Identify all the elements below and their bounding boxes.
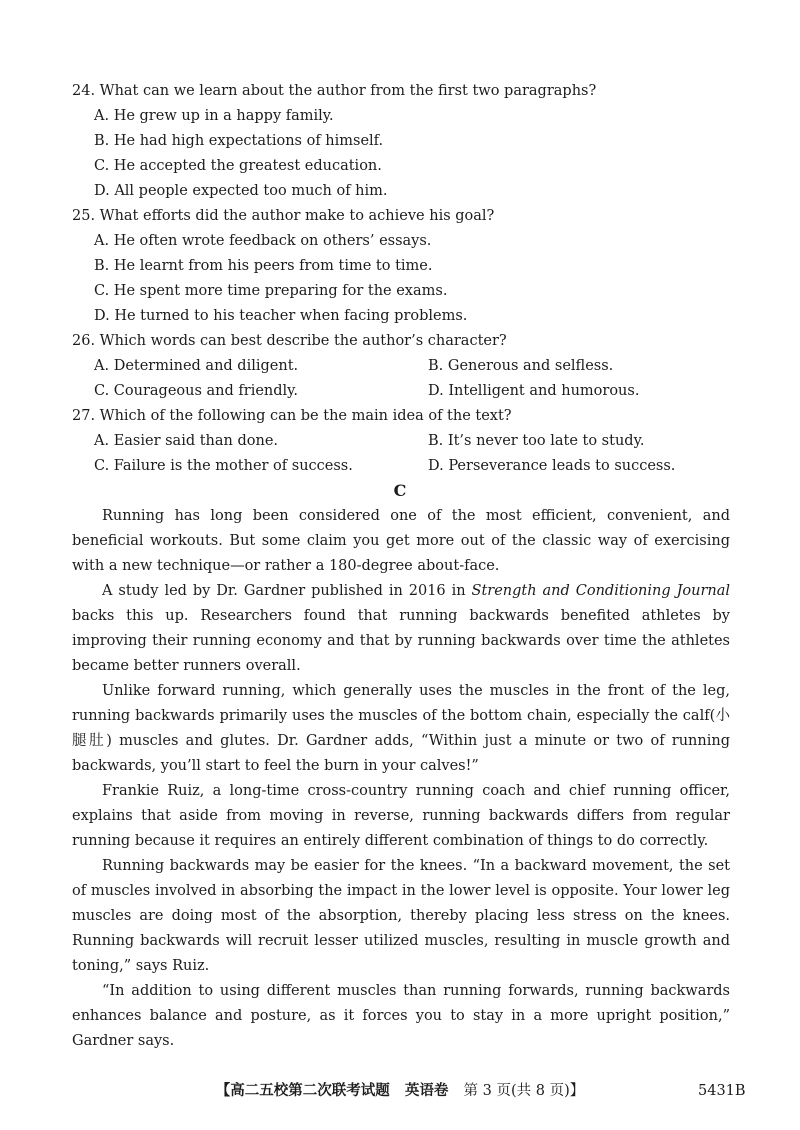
question-27-option-d: D. Perseverance leads to success. xyxy=(428,458,676,474)
passage-paragraph-5: Running backwards may be easier for the knees. “In a backward movement, the set of muscles involved in absorbing the impact in the lower level is opposite. Your lower leg muscles are doing most of the absorption, thereby placing less stress on the knees. Running backwards will recruit lesser utilized muscles, resulting in muscle growth and toning,” says Ruiz. xyxy=(72,858,730,974)
question-24-option-c: C. He accepted the greatest education. xyxy=(94,158,382,174)
paragraph-2-rest: backs this up. Researchers found that running backwards benefited athletes by improving their running economy and that by running backwards over time the athletes became better runners overall. xyxy=(72,608,730,674)
question-25-option-c: C. He spent more time preparing for the exams. xyxy=(94,283,448,299)
footer-subject: 英语卷 xyxy=(404,1082,449,1099)
question-26-option-d: D. Intelligent and humorous. xyxy=(428,383,640,399)
question-24-stem: 24. What can we learn about the author from the first two paragraphs? xyxy=(72,83,597,99)
question-26-option-a: A. Determined and diligent. xyxy=(94,358,299,374)
footer-exam-code: 5431B xyxy=(698,1083,746,1099)
question-24-option-a: A. He grew up in a happy family. xyxy=(94,108,334,124)
question-24-option-d: D. All people expected too much of him. xyxy=(94,183,388,199)
question-27-option-b: B. It’s never too late to study. xyxy=(428,433,645,449)
question-25-option-a: A. He often wrote feedback on others’ essays. xyxy=(94,233,432,249)
passage-paragraph-3: Unlike forward running, which generally uses the muscles in the front of the leg, running backwards primarily uses the muscles of the bottom chain, especially the calf(小腿肚) muscles and glutes. Dr. Gardner adds, “Within just a minute or two of running backwards, you’ll start to feel the burn in your calves!” xyxy=(72,683,730,774)
passage-paragraph-1: Running has long been considered one of the most efficient, convenient, and beneficial workouts. But some claim you get more out of the classic way of exercising with a new technique—or rather a 180-degree about-face. xyxy=(72,508,730,574)
question-26-option-b: B. Generous and selfless. xyxy=(428,358,614,374)
passage-paragraph-6: “In addition to using different muscles than running forwards, running backwards enhances balance and posture, as it forces you to stay in a more upright position,” Gardner says. xyxy=(72,983,730,1049)
question-27-option-c: C. Failure is the mother of success. xyxy=(94,458,353,474)
paragraph-2-lead: A study led by Dr. Gardner published in 2016 in xyxy=(102,583,472,599)
question-25-option-d: D. He turned to his teacher when facing problems. xyxy=(94,308,468,324)
question-26-option-c: C. Courageous and friendly. xyxy=(94,383,299,399)
passage-paragraph-2 xyxy=(72,579,730,679)
page-footer xyxy=(0,1081,800,1101)
question-26-stem: 26. Which words can best describe the author’s character? xyxy=(72,333,507,349)
question-24-option-b: B. He had high expectations of himself. xyxy=(94,133,384,149)
section-c-title: C xyxy=(393,481,407,500)
question-27-stem: 27. Which of the following can be the main idea of the text? xyxy=(72,408,512,424)
question-27-option-a: A. Easier said than done. xyxy=(94,433,279,449)
question-25-stem: 25. What efforts did the author make to achieve his goal? xyxy=(72,208,495,224)
footer-exam-name: 【高二五校第二次联考试题 xyxy=(215,1082,390,1099)
question-25-option-b: B. He learnt from his peers from time to time. xyxy=(94,258,433,274)
journal-title: Strength and Conditioning Journal xyxy=(471,583,730,599)
footer-page-info: 第 3 页(共 8 页)】 xyxy=(463,1083,585,1099)
passage-paragraph-4: Frankie Ruiz, a long-time cross-country running coach and chief running officer, explains that aside from moving in reverse, running backwards differs from regular running because it requires an entirely different combination of things to do correctly. xyxy=(72,783,730,849)
